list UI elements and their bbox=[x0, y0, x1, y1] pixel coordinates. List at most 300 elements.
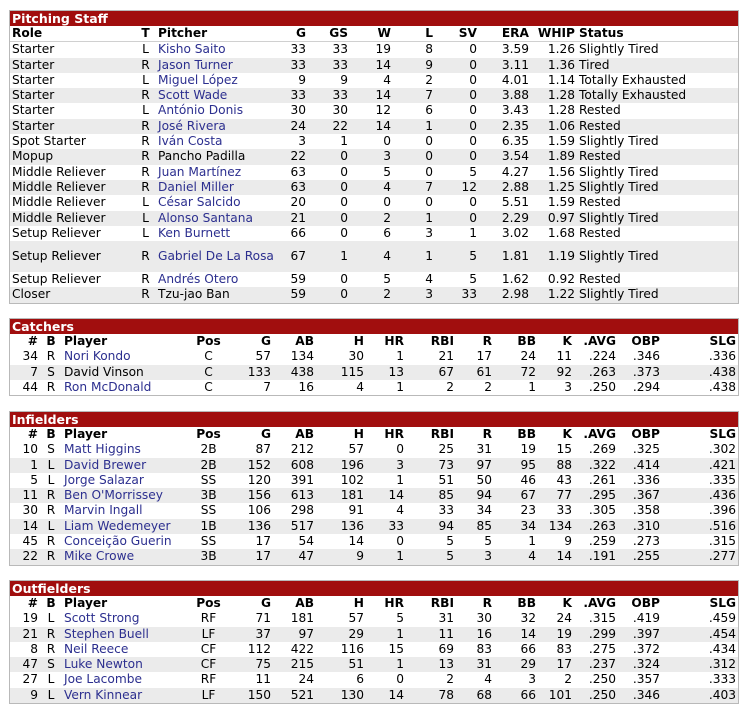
col-player: Player bbox=[64, 427, 108, 441]
player-row bbox=[10, 519, 738, 534]
player-name-link[interactable]: Liam Wedemeyer bbox=[62, 519, 186, 534]
player-cell-h: 14 bbox=[348, 534, 364, 549]
col-r: R bbox=[482, 596, 492, 610]
player-name-link[interactable]: Conceição Guerin bbox=[64, 534, 172, 549]
player-cell-rbi: 78 bbox=[406, 688, 456, 703]
col-hr: HR bbox=[384, 427, 404, 441]
player-cell-h: 91 bbox=[348, 503, 364, 518]
player-name-link[interactable]: Ron McDonald bbox=[64, 379, 152, 394]
pitcher-cell-status: Slightly Tired bbox=[577, 241, 738, 272]
col-status: Status bbox=[577, 26, 738, 42]
player-cell-b: R bbox=[46, 503, 56, 518]
player-cell-g: 152 bbox=[231, 458, 273, 473]
pitcher-cell-whip: 1.22 bbox=[531, 287, 577, 302]
pitcher-row bbox=[10, 272, 738, 287]
player-cell-num: 1 bbox=[10, 458, 40, 473]
pitcher-cell-sv: 0 bbox=[469, 72, 477, 87]
player-cell-bb: 95 bbox=[494, 458, 538, 473]
pitcher-name-link[interactable]: Gabriel De La Rosa bbox=[156, 241, 278, 272]
player-cell-bb: 3 bbox=[528, 672, 536, 687]
col-r: R bbox=[482, 427, 492, 441]
player-cell-rbi: 94 bbox=[406, 519, 456, 534]
player-cell-bb: 46 bbox=[520, 472, 536, 487]
pitcher-cell-status: Slightly Tired bbox=[577, 180, 738, 195]
pitcher-cell-era: 1.81 bbox=[479, 241, 531, 272]
player-cell-obp: .346 bbox=[618, 688, 662, 703]
pitcher-cell-w: 0 bbox=[383, 134, 391, 149]
pitcher-cell-l: 1 bbox=[393, 241, 435, 272]
pitcher-cell-whip: 1.26 bbox=[547, 42, 575, 57]
pitcher-name-link[interactable]: Jason Turner bbox=[156, 58, 278, 73]
player-name-link[interactable]: Scott Strong bbox=[64, 611, 140, 626]
pitcher-cell-role: Starter bbox=[12, 72, 55, 87]
player-cell-r: 85 bbox=[456, 519, 494, 534]
player-cell-h: 130 bbox=[316, 688, 366, 703]
pitcher-name-link[interactable]: Miguel López bbox=[158, 72, 238, 87]
player-cell-rbi: 67 bbox=[406, 365, 456, 380]
player-cell-avg: .259 bbox=[588, 534, 616, 549]
pitcher-cell-t: R bbox=[141, 272, 150, 287]
player-cell-b: L bbox=[47, 672, 55, 687]
player-cell-num: 11 bbox=[10, 488, 40, 503]
pitcher-cell-sv: 0 bbox=[469, 42, 477, 57]
player-cell-k: 92 bbox=[538, 365, 574, 380]
col-slg: SLG bbox=[709, 427, 736, 441]
player-cell-k: 83 bbox=[556, 641, 572, 656]
pitcher-cell-status: Rested bbox=[579, 195, 621, 210]
player-cell-pos: RF bbox=[200, 611, 217, 626]
player-cell-rbi: 33 bbox=[438, 503, 454, 518]
pitcher-cell-t: R bbox=[135, 180, 156, 195]
player-cell-rbi: 69 bbox=[438, 641, 454, 656]
pitcher-row bbox=[10, 195, 738, 210]
player-cell-avg: .322 bbox=[574, 458, 618, 473]
pitcher-cell-status: Rested bbox=[579, 272, 621, 287]
pitcher-cell-l: 2 bbox=[425, 72, 433, 87]
player-cell-bb: 34 bbox=[494, 519, 538, 534]
pitcher-row bbox=[10, 180, 738, 195]
pitcher-cell-t: L bbox=[142, 42, 149, 57]
player-cell-ab: 47 bbox=[273, 549, 316, 564]
pitcher-name-link[interactable]: José Rivera bbox=[156, 119, 278, 134]
player-cell-avg: .261 bbox=[588, 472, 616, 487]
player-cell-bb: 32 bbox=[520, 611, 536, 626]
pitching-staff-title: Pitching Staff bbox=[10, 11, 738, 26]
pitcher-cell-w: 14 bbox=[350, 119, 393, 134]
pitcher-name-link[interactable]: Iván Costa bbox=[158, 134, 223, 149]
col-h: H bbox=[353, 427, 364, 441]
player-cell-pos: 3B bbox=[186, 488, 231, 503]
player-cell-rbi: 13 bbox=[406, 657, 456, 672]
col-obp: OBP bbox=[631, 334, 660, 348]
player-name-link[interactable]: Vern Kinnear bbox=[62, 688, 186, 703]
pitcher-cell-role: Starter bbox=[12, 103, 55, 118]
pitcher-cell-whip: 1.68 bbox=[547, 225, 575, 240]
player-cell-pos: SS bbox=[200, 503, 217, 518]
player-cell-b: S bbox=[40, 657, 62, 672]
pitcher-cell-sv: 0 bbox=[469, 134, 477, 149]
player-cell-b: R bbox=[46, 349, 56, 364]
player-row bbox=[10, 473, 738, 488]
pitcher-cell-era: 3.43 bbox=[501, 103, 529, 118]
player-name-link[interactable]: Joe Lacombe bbox=[64, 672, 142, 687]
player-cell-k: 11 bbox=[556, 349, 572, 364]
pitcher-cell-sv: 0 bbox=[435, 88, 479, 103]
player-cell-num: 10 bbox=[22, 442, 38, 457]
player-name-link: David Vinson bbox=[62, 365, 186, 380]
player-cell-slg: .516 bbox=[662, 519, 738, 534]
player-cell-g: 11 bbox=[255, 672, 271, 687]
pitcher-cell-l: 3 bbox=[425, 225, 433, 240]
player-cell-k: 24 bbox=[556, 611, 572, 626]
player-cell-pos: LF bbox=[186, 627, 231, 642]
pitcher-cell-era: 2.35 bbox=[479, 119, 531, 134]
player-cell-obp: .346 bbox=[632, 349, 660, 364]
player-cell-avg: .191 bbox=[574, 549, 618, 564]
pitcher-cell-g: 33 bbox=[278, 88, 308, 103]
player-cell-num: 27 bbox=[22, 672, 38, 687]
pitcher-cell-gs: 30 bbox=[332, 103, 348, 118]
pitcher-cell-gs: 0 bbox=[308, 287, 350, 302]
col-pos: Pos bbox=[196, 427, 221, 441]
player-cell-pos: C bbox=[204, 379, 213, 394]
pitcher-cell-gs: 0 bbox=[340, 272, 348, 287]
player-cell-b: L bbox=[47, 472, 55, 487]
pitcher-cell-t: R bbox=[135, 149, 156, 164]
outfielders-title: Outfielders bbox=[10, 581, 738, 596]
pitcher-cell-role: Closer bbox=[10, 287, 135, 302]
player-cell-num: 44 bbox=[22, 379, 38, 394]
player-cell-h: 30 bbox=[348, 349, 364, 364]
player-row bbox=[10, 627, 738, 642]
pitcher-cell-whip: 0.92 bbox=[547, 272, 575, 287]
player-name-link[interactable]: Ben O'Morrissey bbox=[62, 488, 186, 503]
player-row bbox=[10, 642, 738, 657]
player-cell-avg: .224 bbox=[588, 349, 616, 364]
player-cell-avg: .295 bbox=[574, 488, 618, 503]
pitcher-cell-w: 6 bbox=[383, 225, 391, 240]
player-cell-b: L bbox=[40, 688, 62, 703]
player-cell-h: 29 bbox=[316, 627, 366, 642]
pitcher-cell-status: Slightly Tired bbox=[579, 164, 659, 179]
player-cell-hr: 1 bbox=[396, 472, 404, 487]
pitcher-name-link[interactable]: Scott Wade bbox=[156, 88, 278, 103]
player-cell-r: 16 bbox=[456, 627, 494, 642]
pitcher-cell-w: 19 bbox=[375, 42, 391, 57]
pitcher-cell-g: 33 bbox=[290, 42, 306, 57]
col-whip: WHIP bbox=[531, 26, 577, 42]
player-name-link[interactable]: Stephen Buell bbox=[62, 627, 186, 642]
pitcher-cell-t: R bbox=[135, 119, 156, 134]
pitcher-cell-sv: 0 bbox=[469, 195, 477, 210]
player-cell-avg: .269 bbox=[588, 442, 616, 457]
player-cell-r: 61 bbox=[456, 365, 494, 380]
player-cell-rbi: 85 bbox=[406, 488, 456, 503]
player-cell-k: 77 bbox=[538, 488, 574, 503]
pitcher-name-link[interactable]: Ken Burnett bbox=[158, 225, 231, 240]
pitcher-cell-gs: 33 bbox=[308, 88, 350, 103]
player-cell-h: 57 bbox=[348, 442, 364, 457]
player-cell-ab: 391 bbox=[290, 472, 314, 487]
pitcher-cell-status: Rested bbox=[579, 225, 621, 240]
pitcher-cell-era: 4.27 bbox=[501, 164, 529, 179]
player-cell-obp: .358 bbox=[632, 503, 660, 518]
pitcher-name-link[interactable]: Kisho Saito bbox=[158, 42, 226, 57]
col-pos: Pos bbox=[196, 596, 221, 610]
player-row bbox=[10, 672, 738, 687]
player-name-link[interactable]: Marvin Ingall bbox=[64, 503, 143, 518]
col-obp: OBP bbox=[631, 596, 660, 610]
player-cell-num: 22 bbox=[10, 549, 40, 564]
player-cell-b: L bbox=[40, 458, 62, 473]
pitcher-name-link[interactable]: César Salcido bbox=[158, 195, 241, 210]
outfielders-panel bbox=[9, 580, 739, 704]
player-cell-num: 8 bbox=[30, 641, 38, 656]
pitcher-cell-sv: 0 bbox=[469, 103, 477, 118]
player-cell-b: L bbox=[40, 519, 62, 534]
player-cell-k: 33 bbox=[556, 503, 572, 518]
col-num: # bbox=[27, 596, 38, 610]
pitcher-cell-role: Middle Reliever bbox=[10, 180, 135, 195]
outfielders-header-row bbox=[10, 596, 738, 611]
player-cell-slg: .335 bbox=[708, 472, 736, 487]
pitcher-cell-g: 67 bbox=[278, 241, 308, 272]
player-name-link[interactable]: Neil Reece bbox=[64, 641, 129, 656]
pitcher-cell-gs: 33 bbox=[308, 58, 350, 73]
col-g: G bbox=[260, 334, 271, 348]
pitcher-name-link[interactable]: Andrés Otero bbox=[158, 272, 239, 287]
player-cell-g: 17 bbox=[255, 534, 271, 549]
player-cell-h: 102 bbox=[340, 472, 364, 487]
catchers-header-row bbox=[10, 334, 738, 349]
player-row bbox=[10, 442, 738, 457]
player-cell-num: 19 bbox=[22, 611, 38, 626]
infielders-panel bbox=[9, 411, 739, 566]
pitcher-name-link[interactable]: Juan Martínez bbox=[158, 164, 242, 179]
player-cell-k: 14 bbox=[538, 549, 574, 564]
player-cell-k: 19 bbox=[538, 627, 574, 642]
pitcher-cell-role: Setup Reliever bbox=[12, 272, 101, 287]
pitcher-cell-sv: 0 bbox=[435, 58, 479, 73]
player-cell-pos: SS bbox=[200, 472, 217, 487]
player-cell-g: 37 bbox=[231, 627, 273, 642]
player-cell-hr: 14 bbox=[366, 488, 406, 503]
col-player: Player bbox=[64, 596, 108, 610]
player-cell-hr: 1 bbox=[366, 549, 406, 564]
col-num: # bbox=[27, 427, 38, 441]
player-cell-bb: 23 bbox=[520, 503, 536, 518]
catchers-table bbox=[10, 334, 738, 395]
player-cell-g: 136 bbox=[231, 519, 273, 534]
player-cell-b: R bbox=[40, 488, 62, 503]
infielders-table bbox=[10, 427, 738, 565]
player-cell-r: 2 bbox=[484, 379, 492, 394]
player-name-link[interactable]: David Brewer bbox=[62, 458, 186, 473]
pitcher-cell-gs: 9 bbox=[340, 72, 348, 87]
player-cell-g: 112 bbox=[247, 641, 271, 656]
player-cell-bb: 19 bbox=[520, 442, 536, 457]
player-cell-obp: .367 bbox=[618, 488, 662, 503]
pitcher-cell-w: 2 bbox=[350, 287, 393, 302]
pitcher-cell-t: L bbox=[142, 225, 149, 240]
player-cell-h: 9 bbox=[316, 549, 366, 564]
pitcher-cell-status: Rested bbox=[577, 149, 738, 164]
player-cell-num: 47 bbox=[10, 657, 40, 672]
pitcher-cell-era: 3.88 bbox=[479, 88, 531, 103]
col-r: R bbox=[482, 334, 492, 348]
player-row bbox=[10, 688, 738, 703]
pitcher-cell-gs: 0 bbox=[308, 149, 350, 164]
player-cell-k: 17 bbox=[538, 657, 574, 672]
pitcher-name-link[interactable]: Alonso Santana bbox=[156, 211, 278, 226]
col-player: Player bbox=[64, 334, 108, 348]
pitcher-cell-whip: 1.28 bbox=[531, 88, 577, 103]
player-cell-rbi: 11 bbox=[406, 627, 456, 642]
pitcher-cell-era: 1.62 bbox=[501, 272, 529, 287]
col-num: # bbox=[27, 334, 38, 348]
player-cell-avg: .315 bbox=[588, 611, 616, 626]
pitcher-cell-gs: 0 bbox=[340, 164, 348, 179]
player-cell-ab: 613 bbox=[273, 488, 316, 503]
pitcher-cell-status: Totally Exhausted bbox=[577, 88, 738, 103]
pitching-header-row bbox=[10, 26, 738, 42]
pitcher-cell-role: Setup Reliever bbox=[10, 241, 135, 272]
col-k: K bbox=[562, 334, 572, 348]
player-cell-slg: .277 bbox=[662, 549, 738, 564]
player-cell-num: 30 bbox=[22, 503, 38, 518]
pitcher-cell-g: 30 bbox=[290, 103, 306, 118]
player-cell-g: 156 bbox=[231, 488, 273, 503]
col-slg: SLG bbox=[709, 334, 736, 348]
pitcher-cell-w: 14 bbox=[350, 88, 393, 103]
pitcher-row bbox=[10, 134, 738, 149]
player-cell-k: 3 bbox=[564, 379, 572, 394]
player-name-link[interactable]: Matt Higgins bbox=[64, 442, 141, 457]
pitcher-cell-w: 2 bbox=[350, 211, 393, 226]
col-pitcher: Pitcher bbox=[156, 26, 278, 42]
player-row bbox=[10, 534, 738, 549]
pitcher-cell-w: 3 bbox=[350, 149, 393, 164]
col-b: B bbox=[46, 427, 56, 441]
pitcher-cell-role: Middle Reliever bbox=[12, 195, 106, 210]
player-cell-ab: 16 bbox=[298, 379, 314, 394]
player-cell-hr: 1 bbox=[366, 627, 406, 642]
player-cell-slg: .396 bbox=[708, 503, 736, 518]
pitcher-row bbox=[10, 58, 738, 73]
player-cell-slg: .312 bbox=[662, 657, 738, 672]
player-cell-slg: .302 bbox=[708, 442, 736, 457]
player-row bbox=[10, 365, 738, 380]
pitcher-cell-era: 5.51 bbox=[501, 195, 529, 210]
outfielders-table bbox=[10, 596, 738, 703]
pitcher-cell-l: 0 bbox=[425, 195, 433, 210]
col-obp: OBP bbox=[631, 427, 660, 441]
pitcher-cell-t: L bbox=[142, 195, 149, 210]
pitcher-cell-sv: 33 bbox=[435, 287, 479, 302]
player-cell-obp: .357 bbox=[632, 672, 660, 687]
player-cell-avg: .250 bbox=[588, 672, 616, 687]
player-cell-hr: 0 bbox=[396, 442, 404, 457]
player-cell-pos: C bbox=[186, 365, 231, 380]
player-cell-slg: .438 bbox=[708, 379, 736, 394]
col-k: K bbox=[562, 427, 572, 441]
player-cell-b: R bbox=[46, 534, 56, 549]
player-name-link[interactable]: Mike Crowe bbox=[62, 549, 186, 564]
player-cell-hr: 1 bbox=[366, 657, 406, 672]
pitcher-cell-status: Tired bbox=[577, 58, 738, 73]
col-slg: SLG bbox=[709, 596, 736, 610]
pitcher-cell-g: 63 bbox=[290, 164, 306, 179]
pitcher-cell-w: 4 bbox=[350, 241, 393, 272]
pitcher-name-link[interactable]: António Donis bbox=[158, 103, 244, 118]
player-cell-r: 68 bbox=[456, 688, 494, 703]
player-cell-obp: .336 bbox=[632, 472, 660, 487]
player-cell-ab: 212 bbox=[290, 442, 314, 457]
pitcher-cell-era: 3.02 bbox=[501, 225, 529, 240]
pitcher-name-link[interactable]: Daniel Miller bbox=[156, 180, 278, 195]
pitcher-cell-gs: 0 bbox=[340, 195, 348, 210]
player-cell-h: 136 bbox=[316, 519, 366, 534]
pitcher-cell-g: 66 bbox=[290, 225, 306, 240]
player-cell-obp: .294 bbox=[632, 379, 660, 394]
player-cell-k: 101 bbox=[538, 688, 574, 703]
col-ab: AB bbox=[295, 596, 314, 610]
player-cell-num: 5 bbox=[30, 472, 38, 487]
pitcher-row bbox=[10, 149, 738, 164]
player-cell-rbi: 73 bbox=[406, 458, 456, 473]
pitcher-cell-whip: 1.25 bbox=[531, 180, 577, 195]
player-cell-obp: .397 bbox=[618, 627, 662, 642]
pitcher-cell-g: 3 bbox=[298, 134, 306, 149]
player-cell-pos: CF bbox=[186, 657, 231, 672]
player-cell-ab: 298 bbox=[290, 503, 314, 518]
player-cell-r: 5 bbox=[484, 534, 492, 549]
col-w: W bbox=[350, 26, 393, 42]
pitcher-cell-g: 21 bbox=[278, 211, 308, 226]
pitching-staff-panel bbox=[9, 10, 739, 304]
player-cell-r: 34 bbox=[476, 503, 492, 518]
player-cell-g: 17 bbox=[231, 549, 273, 564]
pitcher-cell-g: 22 bbox=[278, 149, 308, 164]
pitcher-cell-w: 4 bbox=[383, 72, 391, 87]
pitcher-cell-era: 2.88 bbox=[479, 180, 531, 195]
pitcher-cell-t: R bbox=[141, 164, 150, 179]
catchers-title: Catchers bbox=[10, 319, 738, 334]
col-bb: BB bbox=[517, 334, 536, 348]
col-rbi: RBI bbox=[430, 334, 454, 348]
player-cell-num: 14 bbox=[10, 519, 40, 534]
player-cell-r: 94 bbox=[456, 488, 494, 503]
player-cell-pos: CF bbox=[200, 641, 217, 656]
player-name-link[interactable]: Nori Kondo bbox=[64, 349, 131, 364]
pitcher-cell-era: 4.01 bbox=[501, 72, 529, 87]
col-era: ERA bbox=[479, 26, 531, 42]
player-cell-slg: .333 bbox=[708, 672, 736, 687]
player-cell-slg: .434 bbox=[708, 641, 736, 656]
player-name-link[interactable]: Luke Newton bbox=[62, 657, 186, 672]
pitcher-cell-role: Mopup bbox=[10, 149, 135, 164]
player-cell-ab: 521 bbox=[273, 688, 316, 703]
col-b: B bbox=[46, 596, 56, 610]
col-b: B bbox=[46, 334, 56, 348]
pitcher-cell-sv: 0 bbox=[435, 211, 479, 226]
pitcher-cell-gs: 1 bbox=[340, 134, 348, 149]
player-cell-h: 51 bbox=[316, 657, 366, 672]
pitcher-cell-w: 4 bbox=[350, 180, 393, 195]
player-name-link[interactable]: Jorge Salazar bbox=[64, 472, 144, 487]
player-cell-ab: 24 bbox=[298, 672, 314, 687]
pitcher-cell-w: 14 bbox=[350, 58, 393, 73]
